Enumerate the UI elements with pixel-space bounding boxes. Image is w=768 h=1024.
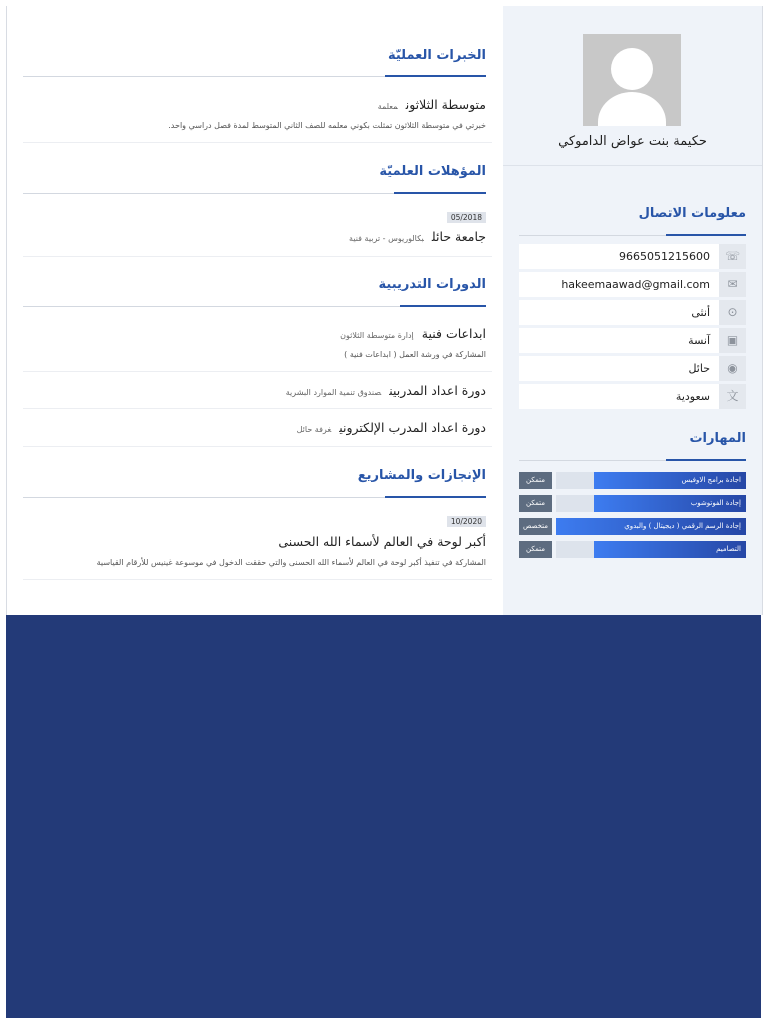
divider (23, 371, 492, 372)
achievements-section-title: الإنجازات والمشاريع (357, 468, 486, 483)
contact-value: 9665051215600 (619, 250, 710, 263)
skill-bar: إجادة الرسم الرقمي ( ديجيتال ) والبدوي (556, 518, 746, 535)
education-section-title: المؤهلات العلميّة (379, 164, 486, 179)
contact-value: حائل (688, 362, 710, 375)
avatar-head-shape (611, 48, 653, 90)
skill-item (519, 495, 746, 512)
section-divider (519, 235, 746, 236)
achievement-entry-title: أكبر لوحة في العالم لأسماء الله الحسنى (278, 534, 486, 549)
contact-item-phone (519, 244, 746, 269)
avatar-body-shape (598, 92, 666, 126)
divider (23, 142, 492, 143)
sidebar (503, 6, 762, 615)
resume-page (6, 6, 763, 615)
skill-level-badge: متمكن (519, 541, 552, 558)
skill-item (519, 518, 746, 535)
section-divider (23, 193, 486, 194)
entry-title-text: دورة اعداد المدرب الإلكتروني (339, 420, 486, 435)
divider (23, 256, 492, 257)
divider (503, 165, 762, 166)
entry-subtitle: صندوق تنمية الموارد البشرية (285, 388, 382, 397)
skill-track (556, 518, 746, 535)
skill-bar: اجادة برامج الاوفيس (594, 472, 746, 489)
main-content (7, 6, 502, 615)
section-divider (23, 76, 486, 77)
skill-bar: التصاميم (594, 541, 746, 558)
section-divider (23, 497, 486, 498)
contact-item-title (519, 328, 746, 353)
education-entry-title (349, 229, 486, 244)
contact-section-title: معلومات الاتصال (638, 206, 746, 221)
id-card-icon: ▣ (719, 328, 746, 353)
contact-item-gender (519, 300, 746, 325)
divider (23, 446, 492, 447)
skill-item (519, 541, 746, 558)
contact-item-email (519, 272, 746, 297)
skill-bar: إجادة الفوتوشوب (594, 495, 746, 512)
achievement-entry-description: المشاركة في تنفيذ أكبر لوحة في العالم لأسماء الله الحسنى والتي حققت الدخول في موسوعة غينيس للأرقام القياسية (96, 558, 486, 567)
course-entry-title (297, 420, 486, 435)
entry-subtitle: غرفة حائل (296, 425, 332, 434)
course-entry-description: المشاركة في ورشة العمل ( ابداعات فنية ) (344, 350, 486, 359)
course-entry-title (286, 383, 486, 398)
skill-track (556, 541, 746, 558)
location-pin-icon: ◉ (719, 356, 746, 381)
skill-track (556, 472, 746, 489)
section-divider (23, 306, 486, 307)
experience-entry-title (378, 97, 486, 112)
date-badge: 05/2018 (447, 212, 486, 223)
date-badge: 10/2020 (447, 516, 486, 527)
fingerprint-icon: ⊙ (719, 300, 746, 325)
entry-title-text: ابداعات فنية (421, 326, 486, 341)
mail-icon: ✉ (719, 272, 746, 297)
contact-value: أنثى (691, 306, 710, 319)
divider (23, 579, 492, 580)
experience-entry-description: خبرتي في متوسطة الثلاثون تمثلت بكوني معلمه للصف الثاني المتوسط لمدة فصل دراسي واحد. (168, 121, 486, 130)
entry-title-text: جامعة حائل (431, 229, 486, 244)
section-divider (519, 460, 746, 461)
avatar (583, 34, 681, 126)
contact-item-nationality (519, 384, 746, 409)
experience-section-title: الخبرات العمليّة (387, 48, 486, 63)
entry-subtitle: معلمة (377, 102, 398, 111)
skill-level-badge: متخصص (519, 518, 552, 535)
skill-level-badge: متمكن (519, 495, 552, 512)
contact-value: سعودية (675, 390, 710, 403)
contact-value: آنسة (688, 334, 710, 347)
contact-item-city (519, 356, 746, 381)
entry-subtitle: إدارة متوسطة الثلاثون (340, 331, 414, 340)
profile-name: حكيمة بنت عواض الداموكي (558, 134, 707, 149)
courses-section-title: الدورات التدريبية (378, 277, 486, 292)
entry-title-text: دورة اعداد المدربين (389, 383, 486, 398)
footer-band (6, 615, 761, 1018)
course-entry-title (340, 326, 486, 341)
skill-level-badge: متمكن (519, 472, 552, 489)
contact-value: hakeemaawad@gmail.com (561, 278, 710, 291)
phone-icon: ☏ (719, 244, 746, 269)
divider (23, 408, 492, 409)
entry-subtitle: بكالوريوس - تربية فنية (349, 234, 424, 243)
entry-title-text: متوسطة الثلاثون (405, 97, 486, 112)
skills-section-title: المهارات (689, 431, 746, 446)
skill-track (556, 495, 746, 512)
skill-item (519, 472, 746, 489)
translate-icon: 文 (719, 384, 746, 409)
